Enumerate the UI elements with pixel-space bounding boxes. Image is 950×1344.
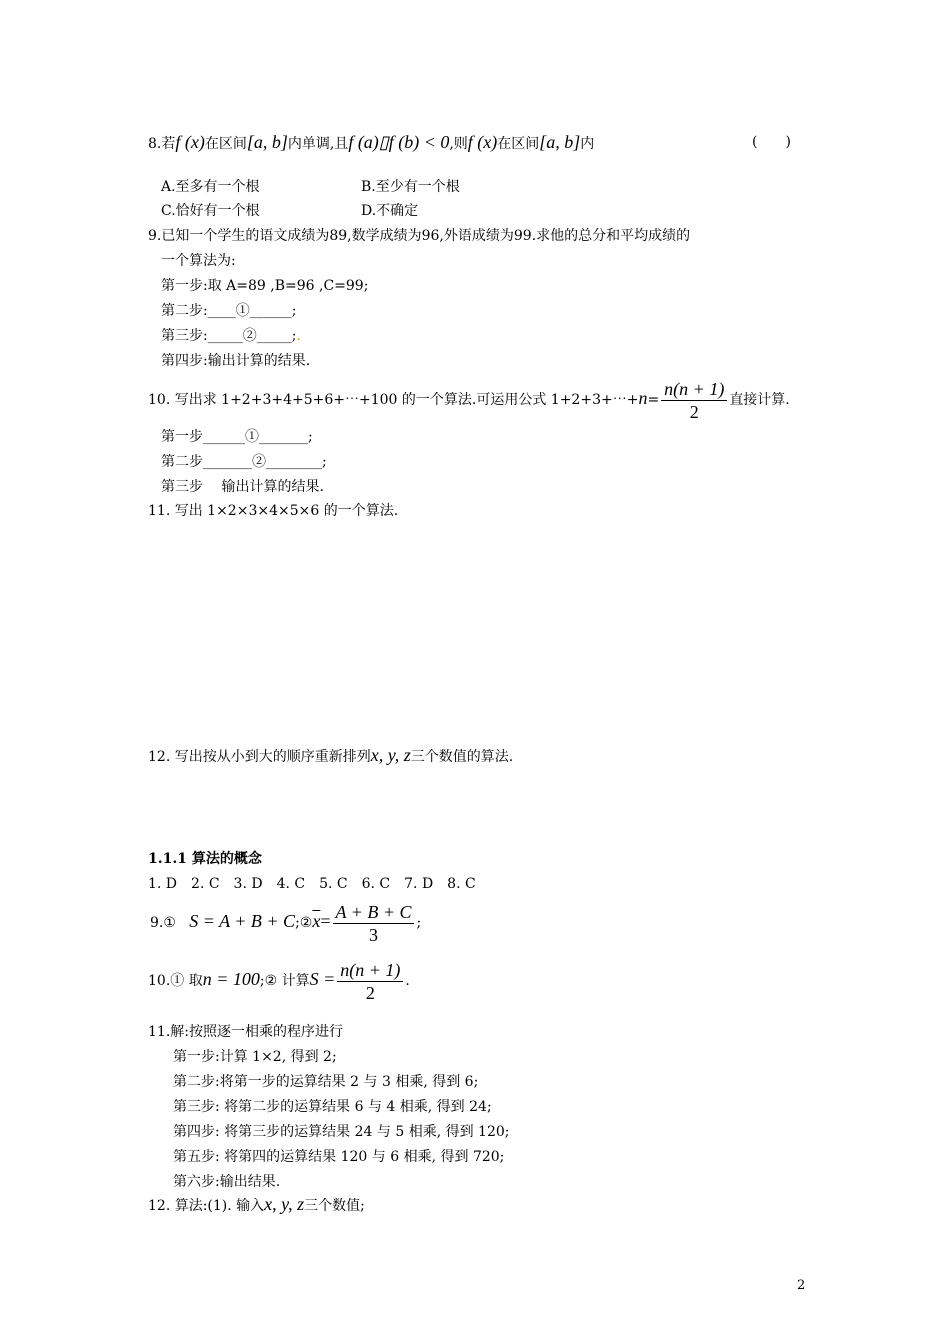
question-11: 11. 写出 1×2×3×4×5×6 的一个算法. [148,503,399,519]
q9-step-1: 第一步:取 A=89 ,B=96 ,C=99; [161,278,369,294]
question-8: 8.若f (x)在区间[a, b]内单调,且f (a)▯f (b) < 0,则f (x)在区间[a, b]内 [148,132,595,152]
q10-step-3: 第三步 输出计算的结果. [161,479,324,495]
page-number: 2 [797,1278,806,1293]
q9-step-2: 第二步:____①______; [161,303,297,319]
answer-11-step-2: 第二步:将第一步的运算结果 2 与 3 相乘, 得到 6; [173,1074,479,1090]
answer-11-step-5: 第五步: 将第四的运算结果 120 与 6 相乘, 得到 720; [173,1149,505,1165]
math-fx-2: f (x) [467,132,498,152]
question-9-line-2: 一个算法为: [161,253,236,269]
answer-10: 10.① 取n = 100;② 计算S = $\frac{n(n + 1)}{2}$ . [148,959,410,1003]
question-9: 9.已知一个学生的语文成绩为89,数学成绩为96,外语成绩为99.求他的总分和平均成绩的 [148,228,691,244]
option-a: A.至多有一个根 [161,179,260,195]
yellow-dot: . [296,328,301,344]
option-d: D.不确定 [361,203,419,219]
mean-fraction: $\frac{A + B + C}{3}$ [333,901,415,946]
answers-heading: 1.1.1 算法的概念 [148,851,262,867]
answer-paren: ( ) [752,134,791,150]
answer-9: 9.① $S = A + B + C;②\overline{x}=$ $\frac{A + B + C}{3}$ ; [150,901,422,945]
math-interval: [a, b] [246,132,288,152]
answer-11-step-6: 第六步:输出结果. [173,1174,281,1190]
answers-1-8: 1. D 2. C 3. D 4. C 5. C 6. C 7. D 8. C [148,876,476,892]
q9-step-3: 第三步:_____②_____;. [161,328,301,344]
answer-11-step-3: 第三步: 将第二步的运算结果 6 与 4 相乘, 得到 24; [173,1099,492,1115]
question-10: 10. 写出求 1+2+3+4+5+6+⋯+100 的一个算法.可运用公式 1+2+3+⋯+n= $\frac{n(n + 1)}{2}$ 直接计算. [148,378,790,422]
q10-step-1: 第一步______①_______; [161,429,313,445]
q10-step-2: 第二步_______②________; [161,454,327,470]
option-c: C.恰好有一个根 [161,203,260,219]
answer-11-step-1: 第一步:计算 1×2, 得到 2; [173,1049,337,1065]
sum-fraction: $\frac{n(n + 1)}{2}$ [337,959,403,1004]
option-b: B.至少有一个根 [361,179,460,195]
math-interval-2: [a, b] [539,132,581,152]
q9-step-4: 第四步:输出计算的结果. [161,353,311,369]
answer-11-title: 11.解:按照逐一相乘的程序进行 [148,1024,343,1040]
math-condition: f (a)▯f (b) < 0 [348,132,450,152]
x-bar: $\overline{x}$ [312,911,321,931]
math-fx: f (x) [175,132,205,152]
formula-fraction: $\frac{n(n + 1)}{2}$ [661,378,727,423]
answer-11-step-4: 第四步: 将第三步的运算结果 24 与 5 相乘, 得到 120; [173,1124,510,1140]
question-12: 12. 写出按从小到大的顺序重新排列x, y, z三个数值的算法. [148,745,514,765]
answer-12: 12. 算法:(1). 输入x, y, z三个数值; [148,1194,365,1214]
